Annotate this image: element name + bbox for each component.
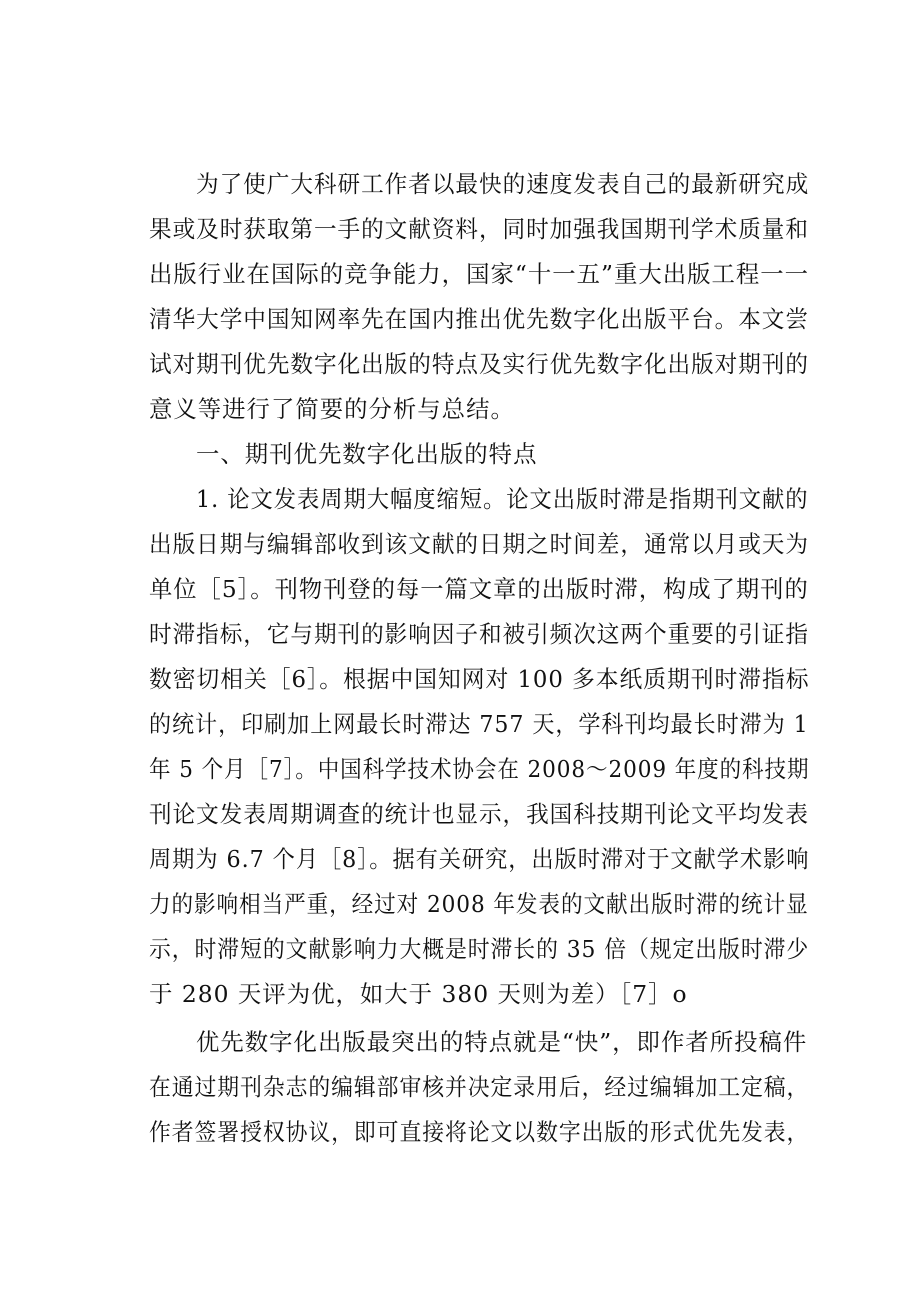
paragraph-3-line-8: 刊论文发表周期调查的统计也显示，我国科技期刊论文平均发表 (149, 800, 809, 828)
section-heading: 一、期刊优先数字化出版的特点 (196, 440, 538, 468)
paragraph-4-line-1: 优先数字化出版最突出的特点就是“快”，即作者所投稿件 (196, 1028, 808, 1056)
paragraph-3-line-6: 的统计，印刷加上网最长时滞达 757 天，学科刊均最长时滞为 1 (149, 710, 809, 738)
paragraph-3-line-12: 于 280 天评为优，如大于 380 天则为差）［7］o (149, 980, 688, 1008)
paragraph-1-line-2: 果或及时获取第一手的文献资料，同时加强我国期刊学术质量和 (149, 215, 809, 243)
paragraph-3-line-2: 出版日期与编辑部收到该文献的日期之时间差，通常以月或天为 (149, 530, 809, 558)
paragraph-3-line-1: 1. 论文发表周期大幅度缩短。论文出版时滞是指期刊文献的 (196, 485, 809, 513)
paragraph-3-line-11: 示，时滞短的文献影响力大概是时滞长的 35 倍（规定出版时滞少 (149, 935, 810, 963)
paragraph-3-line-3: 单位［5］。刊物刊登的每一篇文章的出版时滞，构成了期刊的 (149, 575, 809, 603)
paragraph-4-line-2: 在通过期刊杂志的编辑部审核并决定录用后，经过编辑加工定稿， (149, 1073, 810, 1101)
paragraph-3-line-7: 年 5 个月［7］。中国科学技术协会在 2008～2009 年度的科技期 (149, 755, 810, 783)
paragraph-1-line-6: 意义等进行了简要的分析与总结。 (149, 395, 515, 423)
paragraph-3-line-4: 时滞指标，它与期刊的影响因子和被引频次这两个重要的引证指 (149, 620, 809, 648)
paragraph-3-line-10: 力的影响相当严重，经过对 2008 年发表的文献出版时滞的统计显 (149, 890, 809, 918)
paragraph-3-line-9: 周期为 6.7 个月［8］。据有关研究，出版时滞对于文献学术影响 (149, 845, 810, 873)
paragraph-3-line-5: 数密切相关［6］。根据中国知网对 100 多本纸质期刊时滞指标 (149, 665, 810, 693)
paragraph-4-line-3: 作者签署授权协议，即可直接将论文以数字出版的形式优先发表， (149, 1118, 810, 1146)
paragraph-1-line-5: 试对期刊优先数字化出版的特点及实行优先数字化出版对期刊的 (149, 350, 809, 378)
paragraph-1-line-1: 为了使广大科研工作者以最快的速度发表自己的最新研究成 (196, 170, 810, 198)
paragraph-1-line-3: 出版行业在国际的竞争能力，国家“十一五”重大出版工程一一 (149, 260, 810, 288)
paragraph-1-line-4: 清华大学中国知网率先在国内推出优先数字化出版平台。本文尝 (149, 305, 809, 333)
